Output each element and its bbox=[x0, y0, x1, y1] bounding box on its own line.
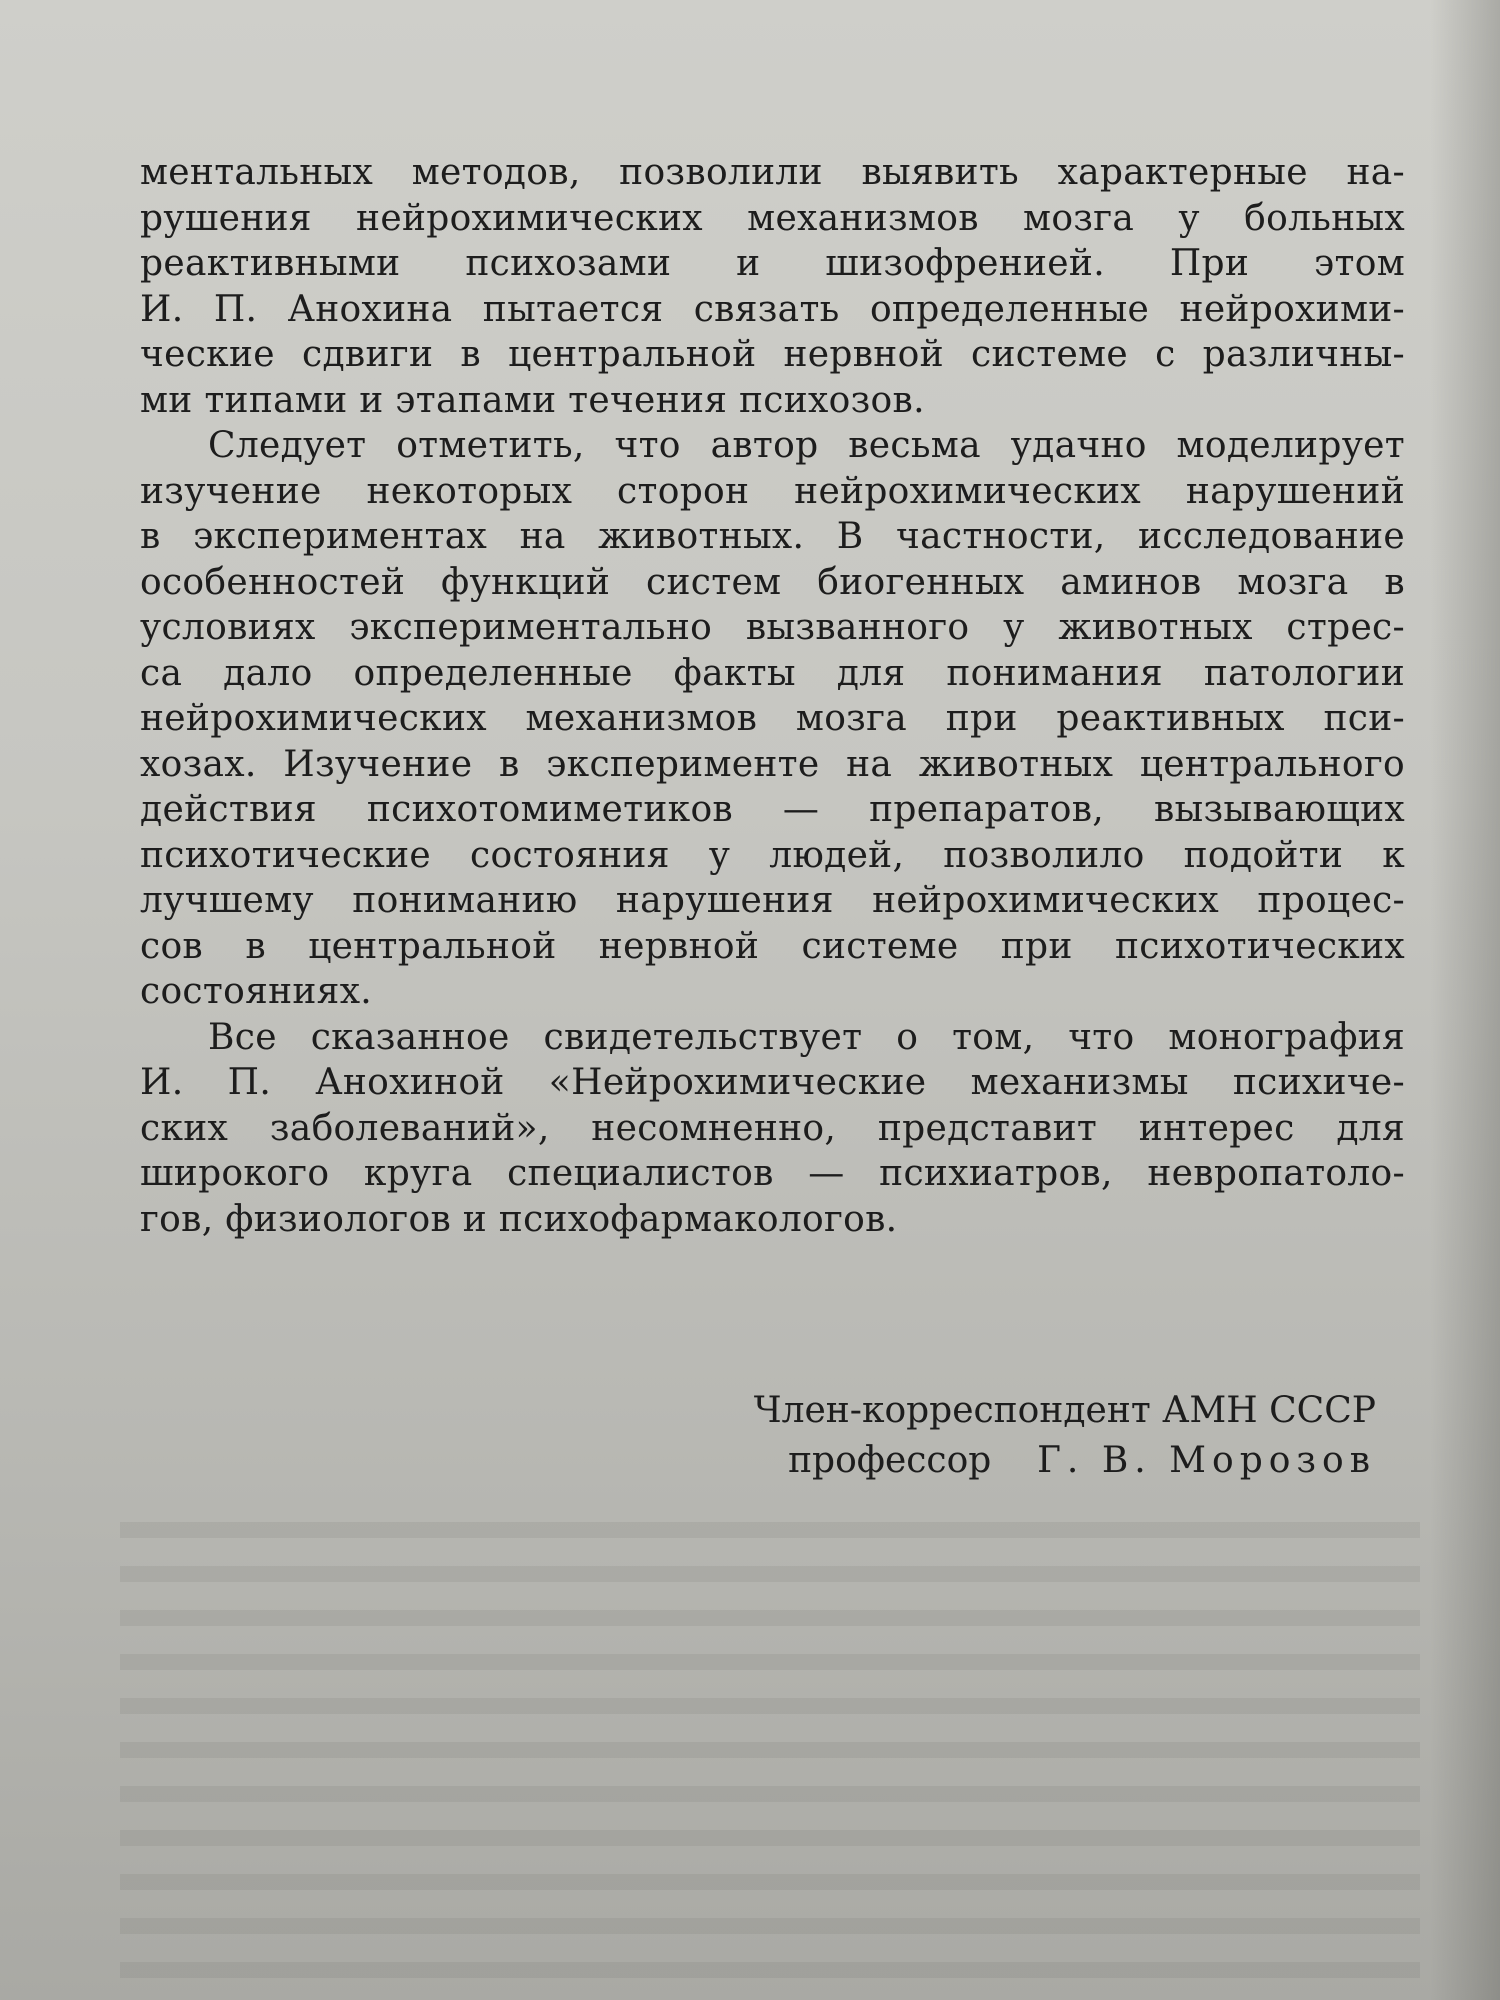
text-line: са дало определенные факты для понимания патологии bbox=[140, 652, 1405, 694]
signature-name: Г. В. Морозов bbox=[1037, 1440, 1376, 1481]
text-line: Все сказанное свидетельствует о том, что монография bbox=[208, 1016, 1405, 1058]
text-line: нейрохимических механизмов мозга при реактивных пси- bbox=[140, 698, 1405, 739]
text-line: лучшему пониманию нарушения нейрохимических процес- bbox=[140, 880, 1405, 921]
text-line: гов, физиологов и психофармакологов. bbox=[140, 1198, 898, 1240]
text-line: психотические состояния у людей, позволило подойти к bbox=[140, 834, 1405, 876]
text-line: реактивными психозами и шизофренией. При этом bbox=[140, 243, 1405, 284]
text-line: рушения нейрохимических механизмов мозга у больных bbox=[140, 197, 1405, 239]
signature-title: Член-корреспондент АМН СССР bbox=[753, 1390, 1376, 1431]
text-line: условиях экспериментально вызванного у животных стрес- bbox=[140, 607, 1405, 648]
text-line: ческие сдвиги в центральной нервной системе с различны- bbox=[140, 334, 1405, 375]
text-line: широкого круга специалистов — психиатров, невропатоло- bbox=[140, 1153, 1405, 1194]
signature-name-line bbox=[788, 1440, 1376, 1481]
text-line: И. П. Анохина пытается связать определенные нейрохими- bbox=[140, 288, 1405, 330]
text-line: И. П. Анохиной «Нейрохимические механизмы психиче- bbox=[140, 1062, 1405, 1103]
bleed-through-text bbox=[120, 1500, 1420, 2000]
text-line: сов в центральной нервной системе при психотических bbox=[140, 925, 1405, 967]
text-line: ских заболеваний», несомненно, представит интерес для bbox=[140, 1107, 1405, 1149]
text-line: особенностей функций систем биогенных аминов мозга в bbox=[140, 561, 1405, 603]
body-text bbox=[140, 150, 1405, 1242]
text-line: в экспериментах на животных. В частности, исследование bbox=[140, 516, 1405, 557]
text-line: Следует отметить, что автор весьма удачно моделирует bbox=[208, 425, 1405, 466]
text-line: состояниях. bbox=[140, 971, 373, 1012]
text-line: ментальных методов, позволили выявить характерные на- bbox=[140, 152, 1405, 193]
text-line: хозах. Изучение в эксперименте на животных центрального bbox=[140, 743, 1405, 785]
text-line: действия психотомиметиков — препаратов, вызывающих bbox=[140, 789, 1405, 830]
text-line: ми типами и этапами течения психозов. bbox=[140, 379, 925, 421]
page-shadow bbox=[1430, 0, 1500, 2000]
signature-role: профессор bbox=[788, 1440, 992, 1481]
text-line: изучение некоторых сторон нейрохимических нарушений bbox=[140, 470, 1405, 512]
